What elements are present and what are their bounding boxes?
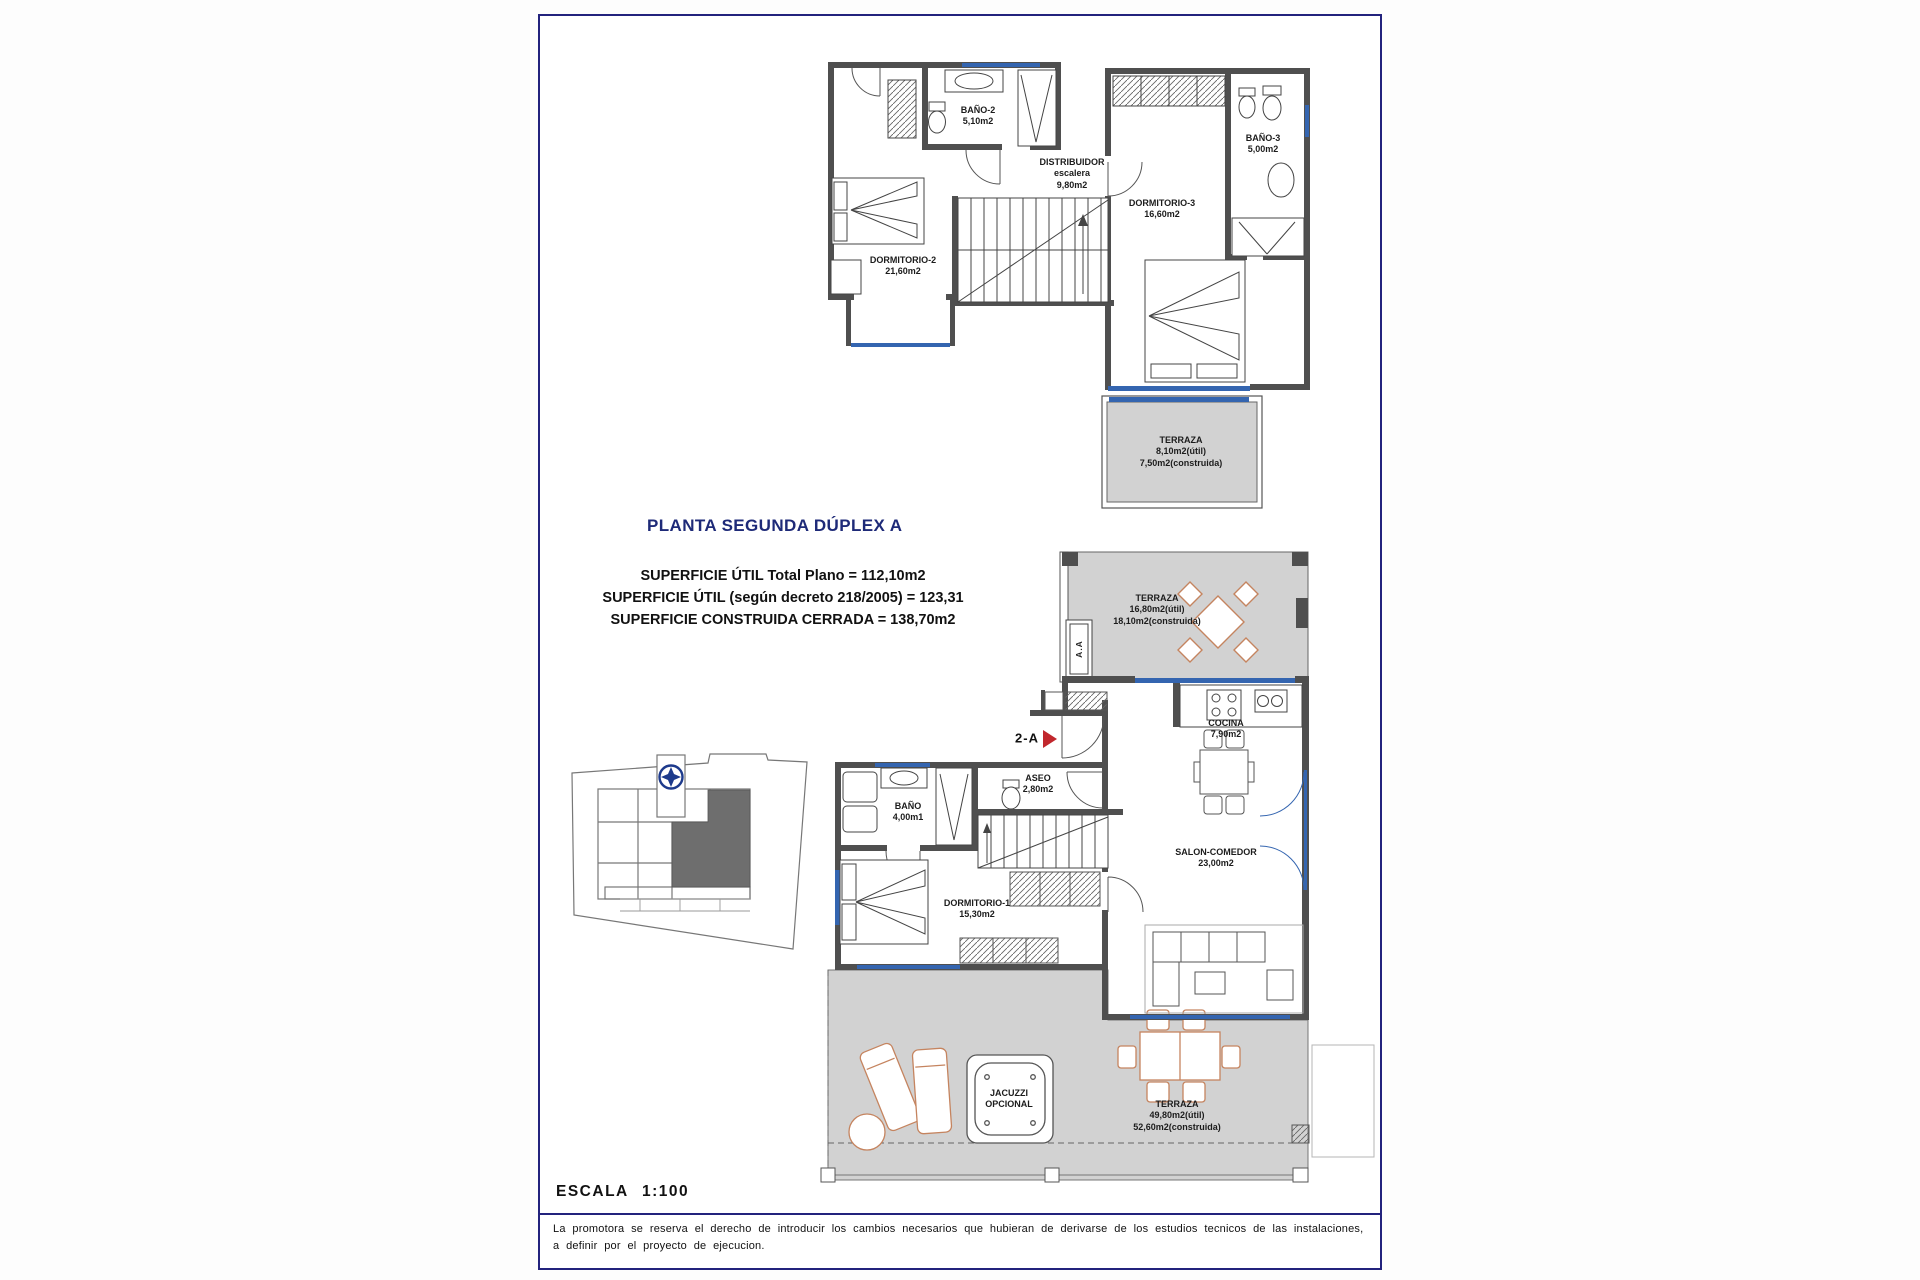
- room-label-bano-2: [961, 105, 996, 128]
- salon-door-arc: [1108, 877, 1143, 912]
- entry-door-arc: [1062, 716, 1104, 758]
- room-label-dormitorio-2: [870, 255, 936, 278]
- entry-zone: [1043, 692, 1107, 758]
- room-area: 16,80m2(útil): [1129, 604, 1185, 615]
- coffee-table-icon: [1195, 972, 1225, 994]
- room-area: 9,80m2: [1056, 179, 1088, 190]
- neighbor-terrace-outline: [1312, 1045, 1374, 1157]
- window-door-arc: [1260, 846, 1304, 890]
- room-area-built: 52,60m2(construida): [1133, 1121, 1221, 1132]
- ac-unit-label: A.A: [1074, 640, 1084, 658]
- room-name: SALON-COMEDOR: [1175, 846, 1257, 857]
- room-area: 15,30m2: [959, 909, 995, 919]
- bed-icon: [840, 860, 928, 944]
- room-name: TERRAZA: [1155, 1099, 1199, 1110]
- room-label-distribuidor: [1040, 157, 1105, 191]
- washbasin-icon: [1268, 163, 1294, 197]
- room-area: 2,80m2: [1022, 784, 1054, 794]
- window-door-arc: [1260, 772, 1304, 816]
- stove-icon: [1207, 690, 1241, 720]
- entrance-arrow-icon: [1043, 730, 1057, 748]
- area-summary: [563, 565, 1003, 631]
- room-area: 16,60m2: [1144, 209, 1180, 219]
- room-area: 5,00m2: [1247, 144, 1279, 154]
- armchair-icon: [1267, 970, 1293, 1000]
- plan-title: PLANTA SEGUNDA DÚPLEX A: [647, 516, 903, 535]
- area-summary-line3: SUPERFICIE CONSTRUIDA CERRADA = 138,70m2: [610, 612, 956, 628]
- room-area: 7,90m2: [1210, 729, 1242, 739]
- aseo-door-arc: [1067, 772, 1103, 808]
- shelf-icon: [1045, 692, 1063, 710]
- room-subname: OPCIONAL: [985, 1099, 1033, 1109]
- room-label-cocina: [1208, 718, 1244, 741]
- bed-icon: [1145, 260, 1245, 382]
- toilet-icon: [1263, 86, 1281, 95]
- round-table-icon: [849, 1114, 885, 1150]
- toilet-icon: [929, 102, 945, 111]
- disclaimer-box: [540, 1213, 1380, 1268]
- room-name: DORMITORIO-2: [869, 254, 937, 265]
- post-icon: [1293, 1168, 1308, 1182]
- room-name: JACUZZI: [989, 1087, 1028, 1098]
- stairs-icon: [958, 198, 1108, 302]
- room-label-terraza-upper: [1140, 435, 1223, 469]
- sofa-icon: [1153, 932, 1265, 1006]
- column-icon: [1292, 1125, 1309, 1143]
- room-label-aseo: [1023, 773, 1054, 796]
- closet-icon: [1065, 692, 1107, 710]
- disclaimer-line2: a definir por el proyecto de ejecucion.: [553, 1240, 765, 1252]
- room-area: 21,60m2: [885, 266, 921, 276]
- south-terrace: [821, 970, 1374, 1182]
- stairs-icon: [978, 815, 1108, 868]
- room-label-terraza-south: [1133, 1099, 1221, 1133]
- room-subname: escalera: [1053, 168, 1091, 179]
- room-label-jacuzzi: [985, 1088, 1033, 1111]
- room-label-bano: [893, 801, 924, 824]
- kitchen-table-icon: [1194, 730, 1254, 814]
- room-label-terraza-north: [1113, 593, 1201, 627]
- room-name: BAÑO-3: [1245, 132, 1281, 143]
- upper-floor-plan: [815, 50, 1325, 520]
- room-label-salon-comedor: [1175, 847, 1257, 870]
- wardrobe-icon: [1010, 872, 1100, 906]
- lower-floor-plan: [815, 540, 1390, 1200]
- room-area: 8,10m2(útil): [1155, 446, 1206, 457]
- area-summary-line2: SUPERFICIE ÚTIL (según decreto 218/2005) = 123,31: [602, 590, 964, 606]
- room-area: 4,00m1: [892, 812, 924, 822]
- kitchen-fixtures: [1180, 685, 1302, 814]
- disclaimer-line1: La promotora se reserva el derecho de introducir los cambios necesarios que hubieran de derivarse de los estudios tecnicos de las instalaciones,: [553, 1223, 1364, 1235]
- scale-label: ESCALA 1:100: [556, 1183, 690, 1200]
- room-name: BAÑO: [894, 800, 922, 811]
- room-name: TERRAZA: [1159, 435, 1203, 446]
- room-name: ASEO: [1025, 772, 1051, 783]
- post-icon: [821, 1168, 835, 1182]
- wardrobe-icon: [960, 938, 1058, 963]
- room-area-built: 18,10m2(construida): [1113, 615, 1201, 626]
- bidet-icon: [1239, 88, 1255, 96]
- room-name: TERRAZA: [1135, 593, 1179, 604]
- area-summary-line1: SUPERFICIE ÚTIL Total Plano = 112,10m2: [640, 568, 926, 584]
- room-label-bano-3: [1246, 133, 1281, 156]
- room-name: DISTRIBUIDOR: [1039, 157, 1105, 168]
- room-name: BAÑO-2: [960, 104, 996, 115]
- room-name: DORMITORIO-1: [943, 897, 1011, 908]
- room-area: 49,80m2(útil): [1149, 1110, 1205, 1121]
- room-name: COCINA: [1208, 717, 1244, 728]
- bathtub-icon: [843, 772, 877, 802]
- compass-north-icon: [660, 766, 683, 789]
- unit-marker-2a: 2-A: [1015, 730, 1039, 746]
- dresser-icon: [831, 260, 861, 294]
- room-name: DORMITORIO-3: [1128, 197, 1196, 208]
- bed-icon: [832, 178, 924, 244]
- site-key-plan: [560, 745, 840, 985]
- room-area: 5,10m2: [962, 116, 994, 126]
- room-label-dormitorio-3: [1129, 198, 1195, 221]
- wardrobe-icon: [888, 80, 916, 138]
- room-area: 23,00m2: [1198, 858, 1234, 868]
- room-label-dormitorio-1: [944, 898, 1010, 921]
- post-icon: [1045, 1168, 1059, 1182]
- room-area-built: 7,50m2(construida): [1139, 457, 1223, 468]
